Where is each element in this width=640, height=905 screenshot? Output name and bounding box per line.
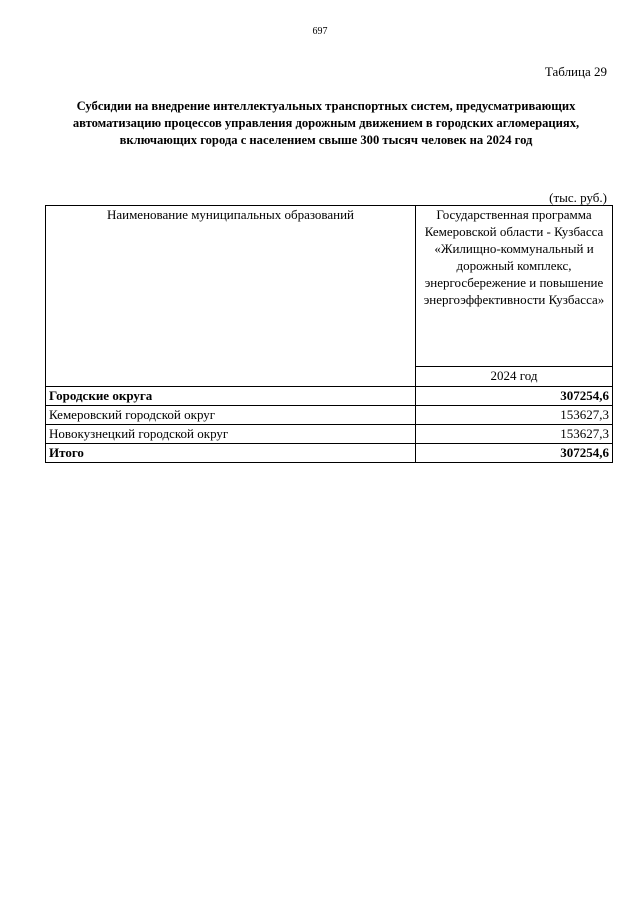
table-header-row <box>46 206 613 367</box>
row-name: Итого <box>46 444 416 463</box>
header-year: 2024 год <box>416 367 613 387</box>
row-name: Новокузнецкий городской округ <box>46 425 416 444</box>
subsidy-table <box>45 205 613 463</box>
page-number: 697 <box>312 26 328 37</box>
units-label: (тыс. руб.) <box>549 190 607 205</box>
row-value: 307254,6 <box>416 444 613 463</box>
table-row <box>46 425 613 444</box>
row-value: 153627,3 <box>416 406 613 425</box>
row-value: 153627,3 <box>416 425 613 444</box>
header-municipality: Наименование муниципальных образований <box>46 206 416 387</box>
row-name: Кемеровский городской округ <box>46 406 416 425</box>
row-value: 307254,6 <box>416 387 613 406</box>
document-title: Субсидии на внедрение интеллектуальных транспортных систем, предусматривающих автоматизацию процессов управления дорожным движением в городских агломерациях, включающих города с населением свыше 300 тысяч человек на 2024 год <box>72 99 580 147</box>
header-program: Государственная программа Кемеровской области - Кузбасса «Жилищно-коммунальный и дорожный комплекс, энергосбережение и повышение энергоэффективности Кузбасса» <box>416 206 613 367</box>
table-label: Таблица 29 <box>544 64 607 79</box>
row-name: Городские округа <box>46 387 416 406</box>
table-row <box>46 387 613 406</box>
table-total-row <box>46 444 613 463</box>
table-row <box>46 406 613 425</box>
